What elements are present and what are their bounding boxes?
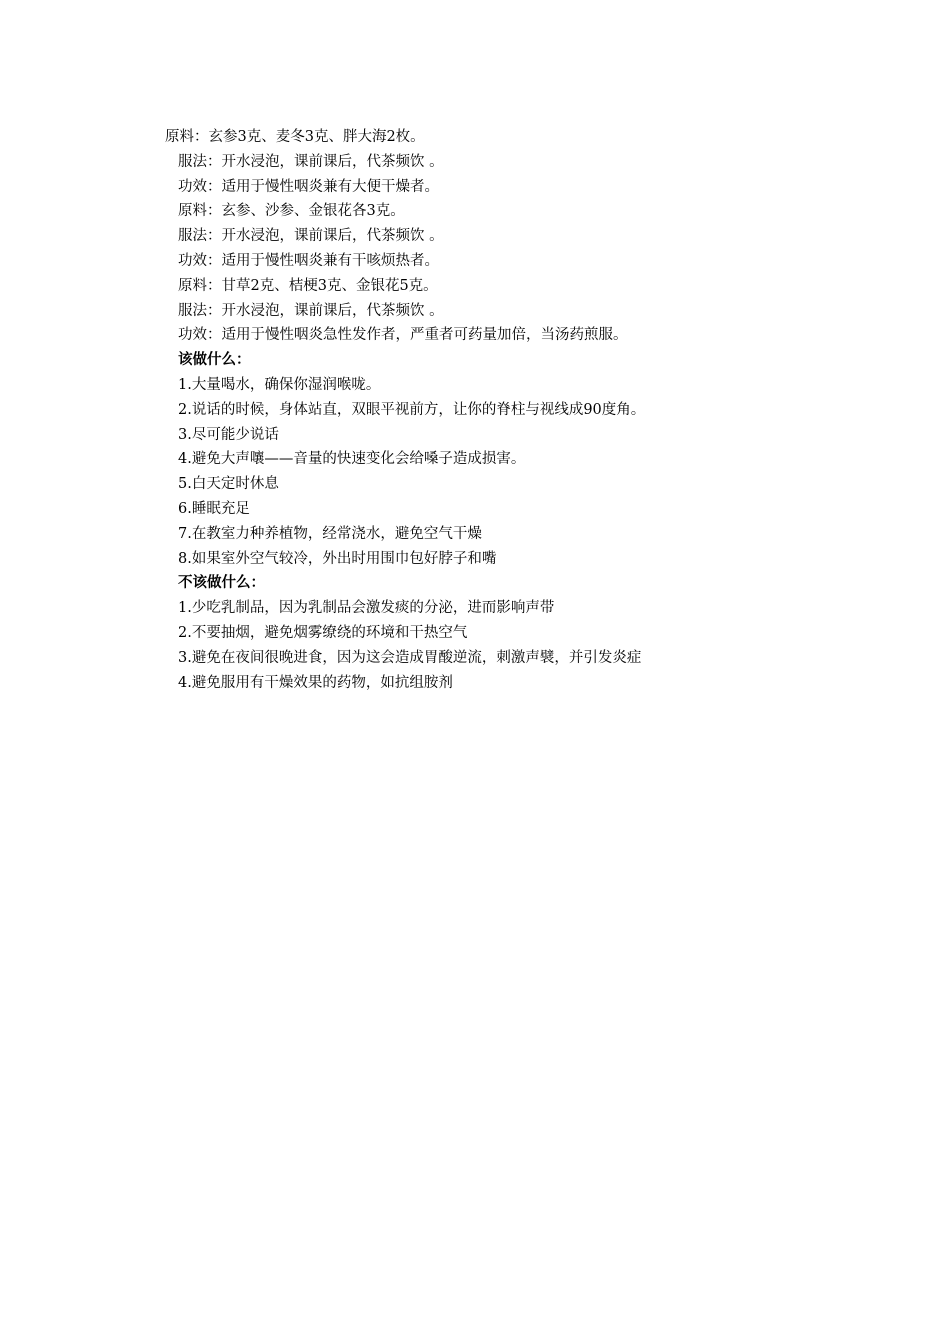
list-item: 6.睡眠充足 [178, 500, 250, 517]
usage-line: 服法：开水浸泡，课前课后，代茶频饮 。 [178, 228, 444, 245]
list-item: 4.避免服用有干燥效果的药物，如抗组胺剂 [178, 674, 453, 691]
ingredients-line: 原料：玄参3克、麦冬3克、胖大海2枚。 [165, 129, 425, 145]
effect-line: 功效：适用于慢性咽炎急性发作者，严重者可药量加倍，当汤药煎服。 [178, 327, 628, 344]
list-item: 4.避免大声嚷——音量的快速变化会给嗓子造成损害。 [178, 451, 526, 468]
usage-line: 服法：开水浸泡，课前课后，代茶频饮 。 [178, 302, 444, 319]
list-item: 3.尽可能少说话 [178, 426, 279, 443]
list-item: 1.少吃乳制品，因为乳制品会激发痰的分泌，进而影响声带 [178, 600, 555, 617]
list-item: 1.大量喝水，确保你湿润喉咙。 [178, 376, 381, 393]
list-item: 7.在教室力种养植物，经常浇水，避免空气干燥 [178, 525, 482, 542]
ingredients-line: 原料：玄参、沙参、金银花各3克。 [178, 203, 405, 220]
ingredients-line: 原料：甘草2克、桔梗3克、金银花5克。 [178, 277, 438, 294]
section-heading-do: 该做什么： [178, 351, 251, 369]
effect-line: 功效：适用于慢性咽炎兼有大便干燥者。 [178, 178, 439, 195]
list-item: 8.如果室外空气较冷，外出时用围巾包好脖子和嘴 [178, 550, 497, 567]
document-body [165, 125, 805, 695]
list-item: 2.说话的时候，身体站直，双眼平视前方，让你的脊柱与视线成90度角。 [178, 401, 646, 418]
effect-line: 功效：适用于慢性咽炎兼有干咳烦热者。 [178, 252, 439, 269]
list-item: 3.避免在夜间很晚进食，因为这会造成胃酸逆流，刺激声襞，并引发炎症 [178, 649, 642, 666]
list-item: 2.不要抽烟，避免烟雾缭绕的环境和干热空气 [178, 624, 468, 641]
usage-line: 服法：开水浸泡，课前课后，代茶频饮 。 [178, 153, 444, 170]
list-item: 5.白天定时休息 [178, 476, 279, 493]
section-heading-dont: 不该做什么： [178, 574, 265, 592]
